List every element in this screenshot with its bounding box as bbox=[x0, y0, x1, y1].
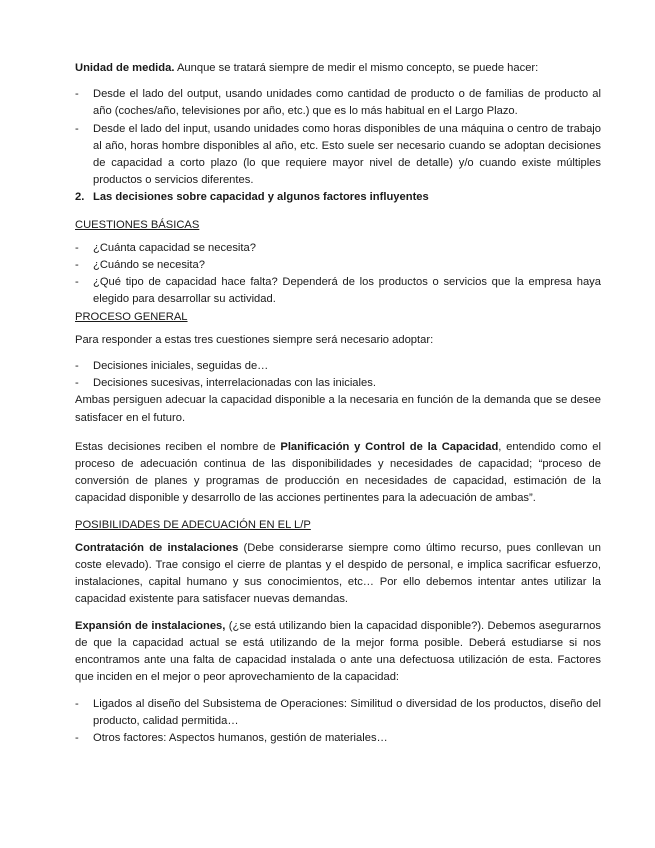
heading-number: 2. bbox=[75, 191, 85, 204]
cuestiones-list bbox=[75, 240, 601, 309]
dash-bullet: - bbox=[75, 241, 79, 254]
list-item: - Decisiones sucesivas, interrelacionadas con las iniciales. bbox=[75, 375, 601, 392]
proceso-paragraph-2: Estas decisiones reciben el nombre de Planificación y Control de la Capacidad, entendido como el proceso de adecuación continua de las disponibilidades y necesidades de capacidad; “proceso de conversión de planes y programas de producción en necesidades de capacidad, estimación de la capacidad disponible y desarrollo de las acciones pertinentes para la adecuación de ambas”. bbox=[75, 440, 601, 505]
proceso-general-title: PROCESO GENERAL bbox=[75, 310, 188, 323]
dash-bullet: - bbox=[75, 360, 79, 373]
dash-bullet: - bbox=[75, 731, 79, 744]
heading-title: Las decisiones sobre capacidad y algunos factores influyentes bbox=[93, 191, 429, 204]
dash-bullet: - bbox=[75, 88, 79, 101]
contratacion-paragraph: Contratación de instalaciones (Debe considerarse siempre como último recurso, pues conllevan un coste elevado). Trae consigo el cierre de plantas y el despido de personal, e implica sacrificar esfuerzo, instalaciones, capital humano y sus conocimientos, etc… Por ello debemos intentar antes utilizar la capacidad existente para satisfacer nuevas demandas. bbox=[75, 541, 601, 606]
unidad-medida-paragraph bbox=[75, 60, 601, 77]
list-item: - Otros factores: Aspectos humanos, gestión de materiales… bbox=[75, 730, 601, 747]
list-item: - Ligados al diseño del Subsistema de Operaciones: Similitud o diversidad de los productos, diseño del producto, calidad permitida… bbox=[75, 697, 601, 727]
list-item: - Decisiones iniciales, seguidas de… bbox=[75, 358, 601, 375]
proceso-paragraph-1: Ambas persiguen adecuar la capacidad disponible a la necesaria en función de la demanda que se desee satisfacer en el futuro. bbox=[75, 394, 601, 424]
list-item: - ¿Qué tipo de capacidad hace falta? Dependerá de los productos o servicios que la empresa haya elegido para desarrollar su actividad. bbox=[75, 276, 601, 306]
proceso-intro: Para responder a estas tres cuestiones siempre será necesario adoptar: bbox=[75, 333, 434, 346]
list-item: - ¿Cuándo se necesita? bbox=[75, 257, 601, 274]
cuestiones-basicas-title: CUESTIONES BÁSICAS bbox=[75, 218, 200, 231]
unidad-medida-label: Unidad de medida. bbox=[75, 62, 175, 74]
dash-bullet: - bbox=[75, 697, 79, 710]
dash-bullet: - bbox=[75, 276, 79, 289]
dash-bullet: - bbox=[75, 377, 79, 390]
expansion-label: Expansión de instalaciones, bbox=[75, 619, 226, 632]
dash-bullet: - bbox=[75, 259, 79, 272]
dash-bullet: - bbox=[75, 122, 79, 135]
list-item: - Desde el lado del input, usando unidades como horas disponibles de una máquina o centro de trabajo al año, horas hombre disponibles al año, etc. Esto suele ser necesario cuando se adoptan decisiones de capacidad a corto plazo (lo que requiere mayor nivel de detalle) y/o cuando existe múltiples productos o servicios diferentes. bbox=[75, 122, 601, 187]
posibilidades-title: POSIBILIDADES DE ADECUACIÓN EN EL L/P bbox=[75, 518, 311, 531]
contratacion-label: Contratación de instalaciones bbox=[75, 541, 239, 554]
list-item: - Desde el lado del output, usando unidades como cantidad de producto o de familias de producto al año (coches/año, televisiones por año, etc.) que es lo más habitual en el Largo Plazo. bbox=[75, 88, 601, 118]
factores-list bbox=[75, 696, 601, 748]
section-heading-2 bbox=[75, 189, 601, 206]
list-item: - ¿Cuánta capacidad se necesita? bbox=[75, 240, 601, 257]
unidad-medida-list bbox=[75, 86, 601, 189]
expansion-paragraph: Expansión de instalaciones, (¿se está utilizando bien la capacidad disponible?). Debemos asegurarnos de que la capacidad actual se está utilizando de la mejor forma posible. Deberá estudiarse si nos encontramos ante una falta de capacidad instalada o ante una defectuosa utilización de esta. Factores que inciden en el mejor o peor aprovechamiento de la capacidad: bbox=[75, 619, 601, 684]
proceso-list bbox=[75, 358, 601, 392]
unidad-medida-text: Aunque se tratará siempre de medir el mismo concepto, se puede hacer: bbox=[174, 62, 539, 74]
planificacion-term: Planificación y Control de la Capacidad bbox=[280, 440, 499, 453]
